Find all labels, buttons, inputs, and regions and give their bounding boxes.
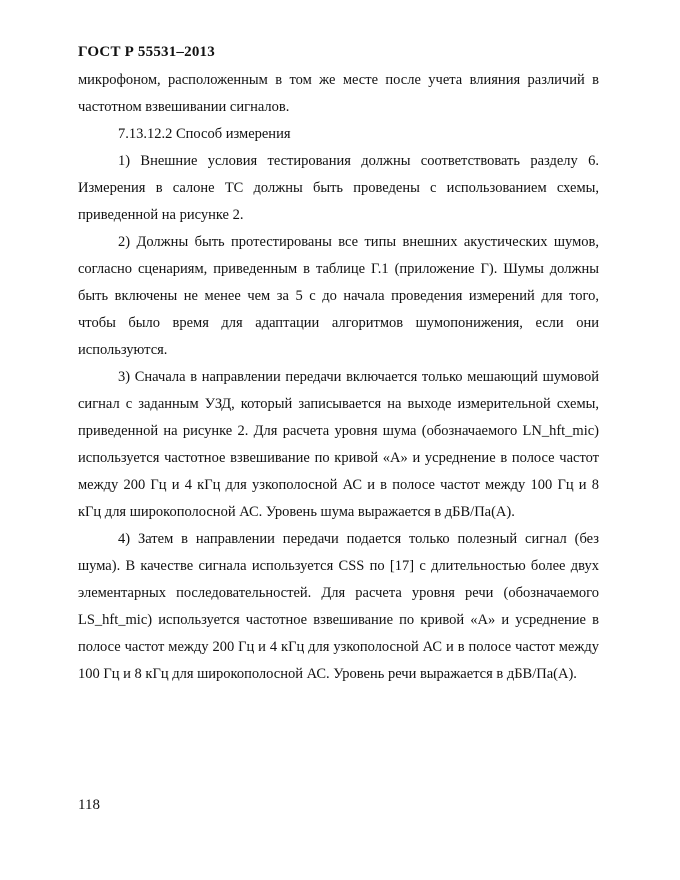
paragraph-item-1: 1) Внешние условия тестирования должны соответствовать разделу 6. Измерения в салоне ТС должны быть проведены с использованием схемы, приведенной на рисунке 2. [78, 153, 599, 223]
standard-header: ГОСТ Р 55531–2013 [78, 44, 215, 60]
paragraph-item-4: 4) Затем в направлении передачи подается только полезный сигнал (без шума). В качестве сигнала используется CSS по [17] с длительностью более двух элементарных последовательностей. Для расчета уровня речи (обозначаемого LS_hft_mic) используется частотное взвешивание по кривой «А» и усреднение в полосе частот между 200 Гц и 4 кГц для узкополосной АС и в полосе частот между 100 Гц и 8 кГц для широкополосной АС. Уровень речи выражается в дБВ/Па(А). [78, 531, 599, 682]
page-number: 118 [78, 797, 100, 813]
body-text [78, 67, 599, 688]
paragraph-item-2: 2) Должны быть протестированы все типы внешних акустических шумов, согласно сценариям, приведенным в таблице Г.1 (приложение Г). Шумы должны быть включены не менее чем за 5 с до начала проведения измерений для того, чтобы было время для адаптации алгоритмов шумопонижения, если они используются. [78, 234, 599, 358]
section-heading: 7.13.12.2 Способ измерения [118, 126, 291, 142]
paragraph-continuation: микрофоном, расположенным в том же месте после учета влияния различий в частотном взвешивании сигналов. [78, 72, 599, 115]
paragraph-item-3: 3) Сначала в направлении передачи включается только мешающий шумовой сигнал с заданным УЗД, который записывается на выходе измерительной схемы, приведенной на рисунке 2. Для расчета уровня шума (обозначаемого LN_hft_mic) используется частотное взвешивание по кривой «А» и усреднение в полосе частот между 200 Гц и 4 кГц для узкополосной АС и в полосе частот между 100 Гц и 8 кГц для широкополосной АС. Уровень шума выражается в дБВ/Па(А). [78, 369, 599, 520]
